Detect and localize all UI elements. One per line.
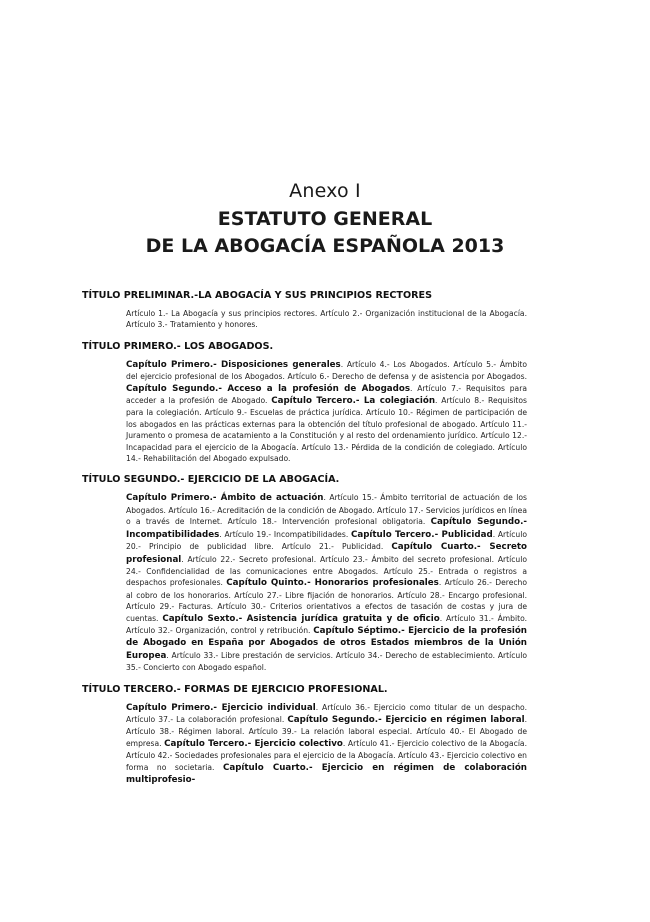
annex-label: Anexo I xyxy=(289,180,361,202)
article-list-text: . Artículo 36.- Ejercicio como titular de un despacho. Artículo 37.- La colaboración profesional. xyxy=(126,702,527,724)
chapter-heading: Capítulo Primero.- Ámbito de actuación xyxy=(126,493,324,504)
chapter-heading: Capítulo Cuarto.- Secreto profesional xyxy=(126,542,527,565)
document-title-line-1: ESTATUTO GENERAL xyxy=(217,208,433,230)
article-list-text: . Artículo 20.- Principio de publicidad libre. Artículo 21.- Publicidad. xyxy=(126,529,527,552)
section-body xyxy=(126,308,527,331)
document-title-line-2: DE LA ABOGACÍA ESPAÑOLA 2013 xyxy=(145,235,505,257)
article-list-text: . Artículo 41.- Ejercicio colectivo de la Abogacía. Artículo 42.- Sociedades profesionales para el ejercicio de la Abogacía. Artículo 43.- Ejercicio colectivo en forma no societaria. xyxy=(126,738,527,772)
section-heading: TÍTULO TERCERO.- FORMAS DE EJERCICIO PROFESIONAL. xyxy=(82,683,388,695)
article-list-text: . Artículo 15.- Ámbito territorial de actuación de los Abogados. Artículo 16.- Acreditación de la condición de Abogado. Artículo 17.- Servicios jurídicos en línea o a través de Internet. Artículo 18.- Intervención profesional obligatoria. xyxy=(126,493,527,527)
chapter-heading: Capítulo Cuarto.- Ejercicio en régimen de colaboración multiprofesio- xyxy=(126,762,527,785)
chapter-heading: Capítulo Quinto.- Honorarios profesionales xyxy=(226,578,439,589)
article-list-text: . Artículo 31.- Ámbito. Artículo 32.- Organización, control y retribución. xyxy=(126,613,528,635)
article-list-text: . Artículo 7.- Requisitos para acceder a la profesión de Abogado. xyxy=(126,383,527,406)
section-body xyxy=(126,492,527,673)
article-list-text: . Artículo 4.- Los Abogados. Artículo 5.- Ámbito del ejercicio profesional de los Abogados. Artículo 6.- Derecho de defensa y de asistencia por Abogados. xyxy=(126,359,527,382)
section-heading: TÍTULO PRELIMINAR.-LA ABOGACÍA Y SUS PRINCIPIOS RECTORES xyxy=(82,290,432,301)
chapter-heading: Capítulo Segundo.- Incompatibilidades xyxy=(126,517,527,540)
table-of-contents xyxy=(82,290,527,796)
chapter-heading: Capítulo Tercero.- Publicidad xyxy=(350,529,493,540)
chapter-heading: Capítulo Primero.- Disposiciones generales xyxy=(126,359,341,370)
section-heading: TÍTULO SEGUNDO.- EJERCICIO DE LA ABOGACÍA. xyxy=(82,474,340,486)
article-list-text: . Artículo 26.- Derecho al cobro de los honorarios. Artículo 27.- Libre fijación de honorarios. Artículo 28.- Encargo profesional. Artículo 29.- Facturas. Artículo 30.- Criterios orientativos a efectos de tasación de costas y jura de cuentas. xyxy=(126,578,528,623)
toc-section xyxy=(82,474,527,673)
section-body xyxy=(126,359,527,465)
chapter-heading: Capítulo Tercero.- La colegiación xyxy=(271,396,436,407)
article-list-text: Artículo 1.- La Abogacía y sus principios rectores. Artículo 2.- Organización institucional de la Abogacía. Artículo 3.- Tratamiento y honores. xyxy=(126,309,527,330)
chapter-heading: Capítulo Segundo.- Ejercicio en régimen laboral xyxy=(287,714,525,725)
toc-section xyxy=(82,341,527,465)
chapter-heading: Capítulo Primero.- Ejercicio individual xyxy=(126,702,316,713)
chapter-heading: Capítulo Sexto.- Asistencia jurídica gratuita y de oficio xyxy=(162,613,440,624)
article-list-text: . Artículo 38.- Régimen laboral. Artículo 39.- La relación laboral especial. Artículo 40.- El Abogado de empresa. xyxy=(126,714,527,748)
document-title xyxy=(0,206,650,260)
toc-section xyxy=(82,290,527,331)
article-list-text: . Artículo 8.- Requisitos para la colegiación. Artículo 9.- Escuelas de práctica jurídica. Artículo 10.- Régimen de participación de los abogados en las prácticas externas para la obtención del título profesional de abogado. Artículo 11.- Juramento o promesa de acatamiento a la Constitución y al resto del ordenamiento jurídico. Artículo 12.- Incapacidad para el ejercicio de la Abogacía. Artículo 13.- Pérdida de la condición de colegiado. Artículo 14.- Rehabilitación del Abogado expulsado. xyxy=(126,396,527,464)
chapter-heading: Capítulo Séptimo.- Ejercicio de la profesión de Abogado en España por Abogados de otros Estados miembros de la Unión Europea xyxy=(126,625,527,661)
section-heading: TÍTULO PRIMERO.- LOS ABOGADOS. xyxy=(82,340,274,352)
chapter-heading: Capítulo Segundo.- Acceso a la profesión de Abogados xyxy=(126,383,411,394)
article-list-text: . Artículo 19.- Incompatibilidades. xyxy=(219,529,351,539)
toc-section xyxy=(82,684,527,787)
article-list-text: . Artículo 22.- Secreto profesional. Artículo 23.- Ámbito del secreto profesional. Artículo 24.- Confidencialidad de las comunicaciones entre Abogados. Artículo 25.- Entrada o registros a despachos profesionales. xyxy=(126,554,527,588)
chapter-heading: Capítulo Tercero.- Ejercicio colectivo xyxy=(164,738,343,749)
section-body xyxy=(126,702,527,787)
article-list-text: . Artículo 33.- Libre prestación de servicios. Artículo 34.- Derecho de establecimiento. Artículo 35.- Concierto con Abogado español. xyxy=(126,650,527,673)
